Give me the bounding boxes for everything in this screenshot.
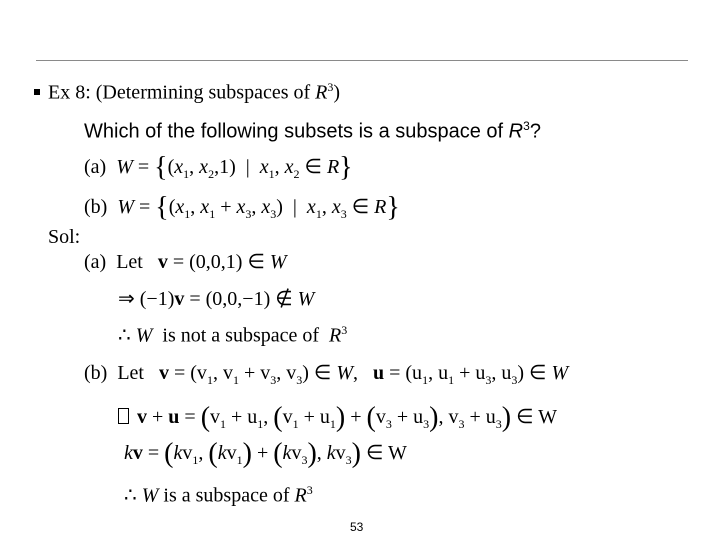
- page-number: 53: [350, 520, 364, 534]
- sol-b-line1: (b) Let $v = (v_1$, $v_1 + v_3$, $v_3$) ∈ W, $u = (u_1$, $u_1 + u_3$, $u_3$) ∈ W: [84, 362, 569, 387]
- sol-a-line1: (a) Let v = (0,0,1) ∈ W: [84, 251, 287, 273]
- sol-a-line2: ⇒ (−1)v = (0,0,−1) ∉ W: [118, 288, 315, 310]
- heading-exp: 3: [327, 80, 334, 94]
- missing-glyph-icon: [118, 408, 129, 424]
- option-b-label: (b): [84, 196, 108, 218]
- question-exp: 3: [523, 119, 530, 133]
- question-end: ?: [529, 120, 541, 143]
- sol-a-line3: ∴ W is not a subspace of $R^3$: [118, 323, 348, 347]
- title-rule: [36, 60, 688, 61]
- square-bullet-icon: [34, 89, 40, 95]
- heading-text: Ex 8: (Determining subspaces of: [48, 81, 316, 104]
- option-a-label: (a): [84, 156, 107, 178]
- sol-b-line3: kv = ($kv_1$, $(kv_1) + (kv_3)$, $kv_3$) ∈ W: [124, 438, 407, 469]
- option-a: (a) $W = \{(x_1$, $x_2,1$) | $x_1$, $x_2$ ∈ R}: [84, 152, 353, 183]
- sol-b-line4: ∴ W is a subspace of $R^3$: [124, 483, 313, 507]
- question-var: R: [508, 120, 524, 143]
- sol-b-line2: $v + u = (v_1 + u_1$, $(v_1 + u_1) + (v_3 + u_3)$, $v_3 + u_3$) ∈ W: [118, 404, 557, 432]
- question-text: Which of the following subsets is a subspace of: [84, 120, 509, 143]
- heading-var: R: [315, 81, 328, 104]
- slide-heading: [34, 80, 340, 105]
- sol-label: Sol:: [48, 226, 81, 248]
- option-b: (b) $W = \{(x_1$, $x_1 + x_3$, $x_3$) | $x_1$, $x_3$ ∈ R}: [84, 192, 400, 223]
- heading-suffix: ): [333, 81, 341, 104]
- question-line: [84, 120, 541, 142]
